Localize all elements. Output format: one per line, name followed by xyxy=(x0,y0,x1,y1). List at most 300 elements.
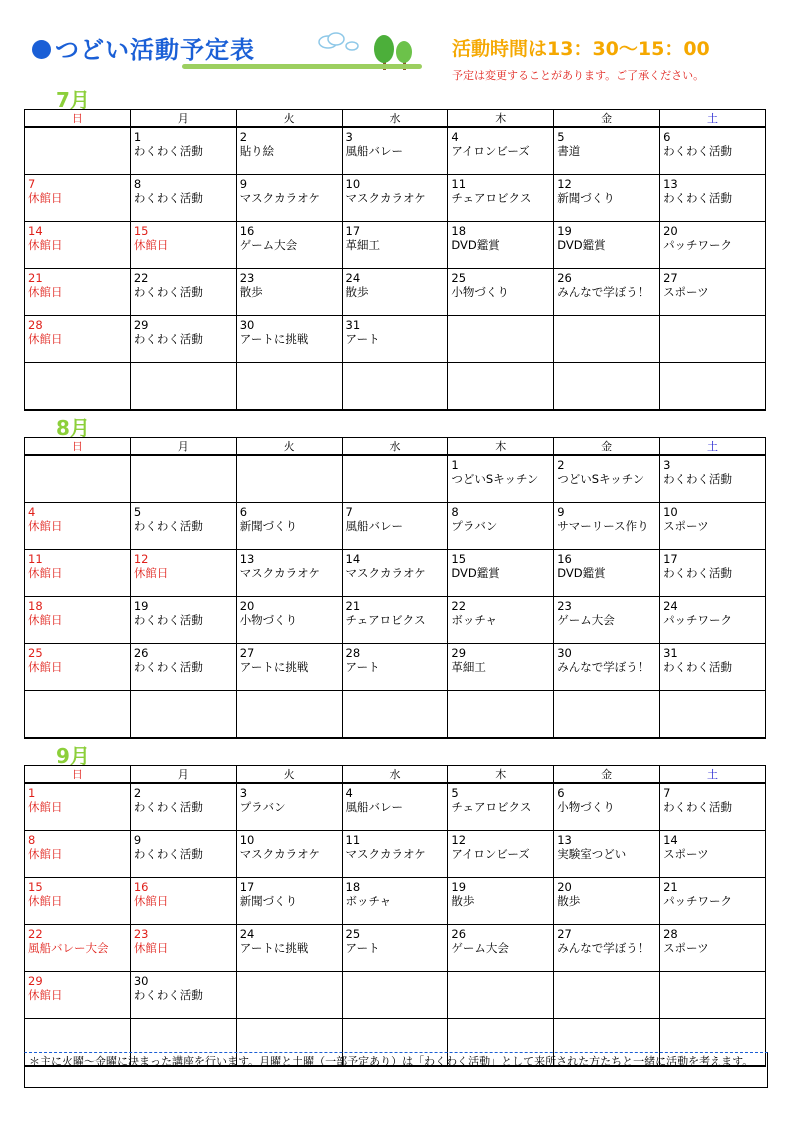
day-cell xyxy=(554,550,660,597)
day-activity: アート xyxy=(345,660,380,674)
day-cell xyxy=(25,550,131,597)
day-activity: わくわく活動 xyxy=(133,191,203,205)
day-cell xyxy=(130,878,236,925)
day-activity: サマーリース作り xyxy=(557,519,649,533)
day-cell xyxy=(236,363,342,411)
weekday-header: 水 xyxy=(342,766,448,784)
day-number: 12 xyxy=(557,177,572,191)
day-cell xyxy=(236,503,342,550)
month-label: 9月 xyxy=(56,744,90,768)
day-activity: わくわく活動 xyxy=(663,472,733,486)
day-number: 20 xyxy=(663,224,678,238)
day-cell xyxy=(25,269,131,316)
day-number: 21 xyxy=(28,271,43,285)
weekday-header: 金 xyxy=(554,766,660,784)
day-cell xyxy=(236,644,342,691)
day-number: 9 xyxy=(133,833,142,847)
weekday-header: 日 xyxy=(25,110,131,128)
day-cell xyxy=(236,455,342,503)
day-activity: みんなで学ぼう！ xyxy=(557,660,650,674)
day-number: 4 xyxy=(28,505,36,519)
day-number: 3 xyxy=(345,130,353,144)
day-cell xyxy=(554,831,660,878)
page-title xyxy=(32,30,255,65)
day-activity: 休館日 xyxy=(28,660,63,674)
day-activity: 休館日 xyxy=(28,988,63,1002)
day-cell xyxy=(342,455,448,503)
month-calendar-table xyxy=(24,109,766,411)
weekday-header: 金 xyxy=(554,110,660,128)
day-activity: マスクカラオケ xyxy=(239,191,320,205)
day-activity: 新聞づくり xyxy=(239,894,298,908)
day-number: 16 xyxy=(239,224,255,238)
day-cell xyxy=(660,363,766,411)
day-cell xyxy=(342,175,448,222)
day-activity: 休館日 xyxy=(28,613,63,627)
day-number: 25 xyxy=(345,927,361,941)
day-cell xyxy=(25,597,131,644)
day-cell xyxy=(660,175,766,222)
day-cell xyxy=(342,222,448,269)
day-number: 18 xyxy=(345,880,361,894)
day-activity: スポーツ xyxy=(663,941,709,955)
day-cell xyxy=(448,878,554,925)
day-cell xyxy=(660,222,766,269)
footnote: ＊主に火曜～金曜に決まった講座を行います。月曜と土曜（一部予定あり）は「わくわく活動」として来所された方たちと一緒に活動を考えます。 xyxy=(24,1052,768,1088)
day-cell xyxy=(130,316,236,363)
week-row xyxy=(25,925,766,972)
day-number: 26 xyxy=(133,646,149,660)
day-cell xyxy=(342,831,448,878)
day-activity: DVD鑑賞 xyxy=(557,238,606,252)
day-number: 23 xyxy=(133,927,149,941)
day-activity: パッチワーク xyxy=(663,613,733,627)
day-cell xyxy=(448,597,554,644)
day-cell xyxy=(554,455,660,503)
day-cell xyxy=(448,222,554,269)
week-row xyxy=(25,269,766,316)
day-number: 5 xyxy=(557,130,565,144)
day-cell xyxy=(25,363,131,411)
day-activity: アート xyxy=(345,332,380,346)
weekday-header-row xyxy=(25,110,766,128)
day-cell xyxy=(554,878,660,925)
day-cell xyxy=(448,691,554,739)
day-number: 22 xyxy=(133,271,149,285)
day-cell xyxy=(342,597,448,644)
day-number: 9 xyxy=(557,505,565,519)
day-cell xyxy=(25,316,131,363)
day-cell xyxy=(25,972,131,1019)
day-number: 29 xyxy=(451,646,467,660)
weekday-header: 水 xyxy=(342,110,448,128)
day-activity: わくわく活動 xyxy=(133,285,203,299)
day-activity: ゲーム大会 xyxy=(557,613,615,627)
day-cell xyxy=(342,925,448,972)
day-activity: わくわく活動 xyxy=(133,988,203,1002)
day-activity: プラバン xyxy=(239,800,286,814)
day-cell xyxy=(342,316,448,363)
day-number: 23 xyxy=(557,599,572,613)
day-number: 30 xyxy=(239,318,255,332)
day-cell xyxy=(130,644,236,691)
day-number: 1 xyxy=(451,458,459,472)
month-label: 7月 xyxy=(56,88,90,112)
day-number: 15 xyxy=(451,552,467,566)
day-activity: わくわく活動 xyxy=(133,519,203,533)
day-activity: 休館日 xyxy=(28,847,63,861)
week-row xyxy=(25,175,766,222)
day-cell xyxy=(130,550,236,597)
day-cell xyxy=(130,597,236,644)
day-activity: チェアロビクス xyxy=(451,800,532,814)
day-cell xyxy=(130,831,236,878)
day-activity: ボッチャ xyxy=(451,613,498,627)
day-activity: 散歩 xyxy=(345,285,369,299)
day-cell xyxy=(25,831,131,878)
day-cell xyxy=(236,222,342,269)
day-cell xyxy=(660,644,766,691)
cloud-icon xyxy=(316,30,360,54)
weekday-header: 火 xyxy=(236,110,342,128)
day-activity: チェアロビクス xyxy=(345,613,426,627)
day-number: 16 xyxy=(557,552,572,566)
day-activity: スポーツ xyxy=(663,285,709,299)
day-number: 26 xyxy=(451,927,467,941)
day-activity: 革細工 xyxy=(451,660,486,674)
day-number: 20 xyxy=(557,880,572,894)
day-activity: パッチワーク xyxy=(663,894,733,908)
day-cell xyxy=(554,363,660,411)
day-cell xyxy=(236,175,342,222)
day-number: 18 xyxy=(451,224,467,238)
day-number: 10 xyxy=(239,833,255,847)
day-activity: スポーツ xyxy=(663,847,709,861)
month-label: 8月 xyxy=(56,416,90,440)
week-row xyxy=(25,597,766,644)
day-activity: DVD鑑賞 xyxy=(451,566,500,580)
weekday-header-row xyxy=(25,766,766,784)
day-number: 27 xyxy=(663,271,678,285)
day-number: 4 xyxy=(451,130,459,144)
week-row xyxy=(25,972,766,1019)
weekday-header: 火 xyxy=(236,438,342,456)
grass-divider xyxy=(182,64,422,69)
day-number: 30 xyxy=(133,974,149,988)
day-cell xyxy=(342,363,448,411)
day-cell xyxy=(448,316,554,363)
weekday-header: 木 xyxy=(448,766,554,784)
weekday-header: 月 xyxy=(130,766,236,784)
day-cell xyxy=(448,644,554,691)
day-activity: 風船バレー xyxy=(345,144,404,158)
day-number: 15 xyxy=(133,224,149,238)
day-cell xyxy=(554,503,660,550)
weekday-header: 土 xyxy=(660,766,766,784)
day-number: 22 xyxy=(28,927,43,941)
day-cell xyxy=(130,691,236,739)
day-number: 5 xyxy=(133,505,142,519)
day-number: 13 xyxy=(557,833,572,847)
day-cell xyxy=(660,316,766,363)
day-number: 24 xyxy=(345,271,361,285)
day-activity: 休館日 xyxy=(28,566,63,580)
day-activity: アート xyxy=(345,941,380,955)
day-cell xyxy=(448,503,554,550)
day-activity: みんなで学ぼう！ xyxy=(557,285,650,299)
day-cell xyxy=(448,455,554,503)
day-cell xyxy=(236,831,342,878)
day-cell xyxy=(25,222,131,269)
day-number: 17 xyxy=(345,224,361,238)
day-cell xyxy=(342,269,448,316)
day-number: 16 xyxy=(133,880,149,894)
day-number: 12 xyxy=(133,552,149,566)
day-activity: 散歩 xyxy=(239,285,263,299)
day-cell xyxy=(554,597,660,644)
day-number: 27 xyxy=(557,927,572,941)
day-activity: 散歩 xyxy=(557,894,581,908)
weekday-header: 水 xyxy=(342,438,448,456)
day-number: 2 xyxy=(239,130,248,144)
day-number: 25 xyxy=(451,271,467,285)
schedule-notice: 予定は変更することがあります。ご了承ください。 xyxy=(452,69,705,82)
day-activity: アイロンビーズ xyxy=(451,144,530,158)
activity-hours: 活動時間は13：30～15：00 xyxy=(452,38,710,60)
day-number: 3 xyxy=(663,458,671,472)
month-calendar-table xyxy=(24,765,766,1067)
day-number: 8 xyxy=(451,505,459,519)
week-row xyxy=(25,550,766,597)
day-activity: 小物づくり xyxy=(239,613,298,627)
day-activity: マスクカラオケ xyxy=(239,847,320,861)
day-activity: 休館日 xyxy=(28,519,63,533)
day-number: 4 xyxy=(345,786,353,800)
week-row xyxy=(25,644,766,691)
day-cell xyxy=(554,175,660,222)
day-number: 20 xyxy=(239,599,255,613)
week-row xyxy=(25,691,766,739)
day-number: 17 xyxy=(663,552,678,566)
day-number: 30 xyxy=(557,646,572,660)
weekday-header: 日 xyxy=(25,766,131,784)
weekday-header: 金 xyxy=(554,438,660,456)
day-activity: わくわく活動 xyxy=(663,660,733,674)
day-cell xyxy=(25,503,131,550)
day-activity: 休館日 xyxy=(133,894,169,908)
day-activity: 休館日 xyxy=(133,566,169,580)
weekday-header: 木 xyxy=(448,438,554,456)
day-number: 24 xyxy=(663,599,678,613)
day-activity: マスクカラオケ xyxy=(345,566,426,580)
week-row xyxy=(25,783,766,831)
day-activity: パッチワーク xyxy=(663,238,733,252)
day-activity: 革細工 xyxy=(345,238,381,252)
day-cell xyxy=(342,783,448,831)
day-cell xyxy=(25,175,131,222)
day-cell xyxy=(130,503,236,550)
day-activity: 小物づくり xyxy=(451,285,509,299)
day-number: 21 xyxy=(663,880,678,894)
day-cell xyxy=(130,127,236,175)
day-activity: わくわく活動 xyxy=(133,800,203,814)
day-cell xyxy=(554,127,660,175)
day-number: 1 xyxy=(28,786,36,800)
day-cell xyxy=(554,972,660,1019)
day-cell xyxy=(236,691,342,739)
day-cell xyxy=(660,597,766,644)
day-number: 6 xyxy=(239,505,248,519)
day-activity: わくわく活動 xyxy=(133,847,203,861)
day-activity: わくわく活動 xyxy=(663,191,733,205)
day-cell xyxy=(130,455,236,503)
day-activity: ゲーム大会 xyxy=(451,941,509,955)
day-activity: わくわく活動 xyxy=(133,144,203,158)
day-cell xyxy=(236,597,342,644)
day-activity: プラバン xyxy=(451,519,498,533)
week-row xyxy=(25,503,766,550)
week-row xyxy=(25,363,766,411)
day-activity: 風船バレー xyxy=(345,519,404,533)
day-cell xyxy=(130,783,236,831)
day-number: 15 xyxy=(28,880,43,894)
day-activity: 休館日 xyxy=(28,191,63,205)
day-number: 2 xyxy=(133,786,142,800)
day-cell xyxy=(448,925,554,972)
week-row xyxy=(25,878,766,925)
day-cell xyxy=(25,691,131,739)
day-cell xyxy=(448,175,554,222)
day-activity: スポーツ xyxy=(663,519,709,533)
day-cell xyxy=(342,878,448,925)
weekday-header: 木 xyxy=(448,110,554,128)
day-number: 14 xyxy=(663,833,678,847)
day-number: 11 xyxy=(451,177,467,191)
day-number: 19 xyxy=(133,599,149,613)
day-activity: わくわく活動 xyxy=(663,800,733,814)
day-number: 11 xyxy=(345,833,361,847)
day-activity: 休館日 xyxy=(28,285,63,299)
day-activity: 休館日 xyxy=(28,894,63,908)
day-cell xyxy=(660,550,766,597)
day-number: 27 xyxy=(239,646,255,660)
day-cell xyxy=(554,783,660,831)
week-row xyxy=(25,455,766,503)
day-activity: 休館日 xyxy=(28,238,63,252)
day-cell xyxy=(130,175,236,222)
day-number: 26 xyxy=(557,271,572,285)
day-cell xyxy=(448,127,554,175)
day-number: 19 xyxy=(557,224,572,238)
weekday-header: 土 xyxy=(660,110,766,128)
day-cell xyxy=(25,878,131,925)
day-activity: わくわく活動 xyxy=(133,613,203,627)
day-cell xyxy=(342,550,448,597)
day-number: 8 xyxy=(28,833,36,847)
day-number: 29 xyxy=(28,974,43,988)
day-activity: チェアロビクス xyxy=(451,191,532,205)
day-number: 7 xyxy=(345,505,353,519)
day-number: 24 xyxy=(239,927,255,941)
day-activity: 風船バレー xyxy=(345,800,404,814)
day-number: 10 xyxy=(345,177,361,191)
day-cell xyxy=(660,783,766,831)
day-number: 29 xyxy=(133,318,149,332)
day-cell xyxy=(448,972,554,1019)
day-activity: 休館日 xyxy=(133,238,169,252)
day-cell xyxy=(660,127,766,175)
day-cell xyxy=(130,925,236,972)
day-number: 18 xyxy=(28,599,43,613)
day-number: 10 xyxy=(663,505,678,519)
day-cell xyxy=(25,925,131,972)
day-cell xyxy=(660,878,766,925)
day-cell xyxy=(25,644,131,691)
day-number: 14 xyxy=(345,552,361,566)
day-activity: 書道 xyxy=(557,144,581,158)
day-cell xyxy=(342,644,448,691)
day-cell xyxy=(342,972,448,1019)
week-row xyxy=(25,222,766,269)
day-activity: 散歩 xyxy=(451,894,475,908)
day-cell xyxy=(236,925,342,972)
day-cell xyxy=(554,269,660,316)
day-cell xyxy=(236,127,342,175)
week-row xyxy=(25,127,766,175)
day-number: 25 xyxy=(28,646,43,660)
day-activity: アイロンビーズ xyxy=(451,847,530,861)
day-number: 7 xyxy=(28,177,36,191)
day-activity: DVD鑑賞 xyxy=(451,238,500,252)
day-cell xyxy=(554,644,660,691)
bullet-dot-icon xyxy=(32,40,51,59)
day-number: 8 xyxy=(133,177,142,191)
week-row xyxy=(25,316,766,363)
day-cell xyxy=(130,222,236,269)
day-number: 28 xyxy=(28,318,43,332)
weekday-header: 日 xyxy=(25,438,131,456)
day-cell xyxy=(130,972,236,1019)
day-activity: つどいSキッチン xyxy=(451,472,539,486)
day-cell xyxy=(660,691,766,739)
day-cell xyxy=(342,503,448,550)
day-number: 1 xyxy=(133,130,142,144)
day-number: 31 xyxy=(663,646,678,660)
day-cell xyxy=(554,925,660,972)
weekday-header-row xyxy=(25,438,766,456)
day-activity: マスクカラオケ xyxy=(239,566,320,580)
day-cell xyxy=(342,691,448,739)
day-cell xyxy=(236,783,342,831)
day-activity: DVD鑑賞 xyxy=(557,566,606,580)
day-activity: わくわく活動 xyxy=(663,144,733,158)
day-cell xyxy=(660,831,766,878)
day-activity: 実験室つどい xyxy=(557,847,627,861)
day-number: 13 xyxy=(239,552,255,566)
day-cell xyxy=(660,972,766,1019)
day-cell xyxy=(236,972,342,1019)
day-cell xyxy=(660,455,766,503)
day-cell xyxy=(660,503,766,550)
day-activity: 新聞づくり xyxy=(557,191,615,205)
weekday-header: 月 xyxy=(130,110,236,128)
day-cell xyxy=(660,925,766,972)
day-cell xyxy=(660,269,766,316)
day-number: 14 xyxy=(28,224,43,238)
week-row xyxy=(25,831,766,878)
day-number: 3 xyxy=(239,786,248,800)
day-cell xyxy=(342,127,448,175)
